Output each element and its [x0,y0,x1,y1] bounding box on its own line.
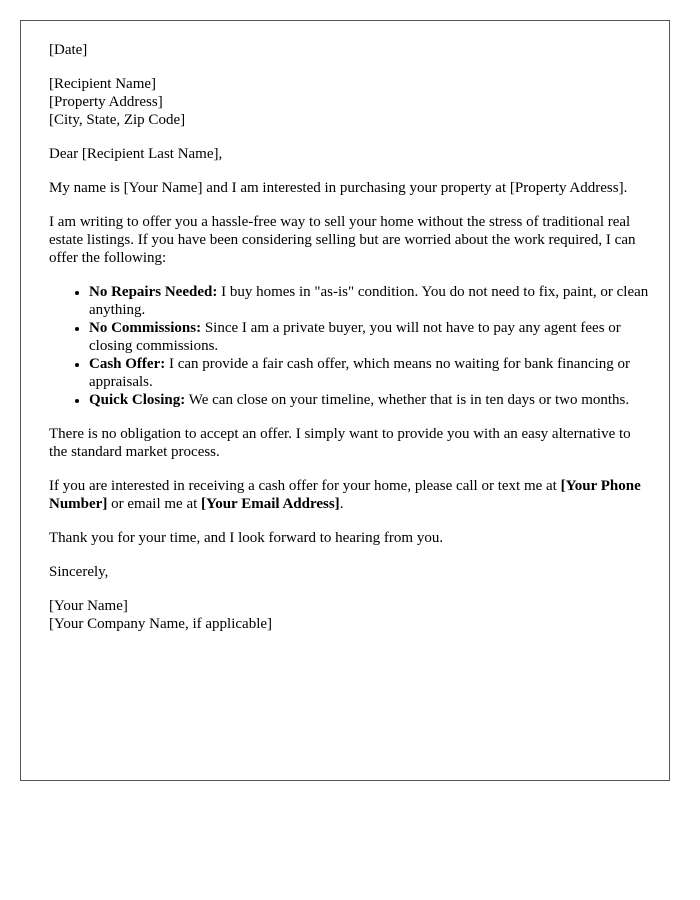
benefit-text: We can close on your timeline, whether that is in ten days or two months. [185,392,630,408]
letter [20,20,670,781]
recipient-name: [Recipient Name] [49,76,157,92]
contact-email: [Your Email Address] [201,496,340,512]
benefit-title: Cash Offer: [89,356,166,372]
benefit-text: Since I am a private buyer, you will not have to pay any agent fees or closing commissions. [89,320,621,354]
recipient-address-block [49,75,649,129]
no-obligation-paragraph: There is no obligation to accept an offer. I simply want to provide you with an easy alternative to the standard market process. [49,426,631,460]
benefit-item-cash-offer [89,355,649,391]
contact-end: . [339,496,344,512]
benefits-list [49,283,649,409]
benefit-title: No Commissions: [89,320,202,336]
thanks-paragraph: Thank you for your time, and I look forward to hearing from you. [49,530,444,546]
signature-block [49,597,649,633]
benefit-item-quick-closing [89,391,649,409]
benefit-title: No Repairs Needed: [89,284,218,300]
signature-name: [Your Name] [49,598,128,614]
benefit-text: I buy homes in "as-is" condition. You do not need to fix, paint, or clean anything. [89,284,649,318]
closing: Sincerely, [49,564,109,580]
intro-paragraph: My name is [Your Name] and I am interested in purchasing your property at [Property Address]. [49,180,628,196]
recipient-property-address: [Property Address] [49,94,163,110]
benefit-item-no-commissions [89,319,649,355]
salutation: Dear [Recipient Last Name], [49,146,223,162]
contact-paragraph [49,477,649,513]
benefit-item-no-repairs [89,283,649,319]
offer-paragraph: I am writing to offer you a hassle-free way to sell your home without the stress of traditional real estate listings. If you have been considering selling but are worried about the work required, I can offer the following: [49,214,636,266]
contact-phone: [Your Phone Number] [49,478,641,512]
signature-company: [Your Company Name, if applicable] [49,616,273,632]
letter-date: [Date] [49,42,88,58]
recipient-city-state-zip: [City, State, Zip Code] [49,112,186,128]
contact-lead: If you are interested in receiving a cash offer for your home, please call or text me at [49,478,561,494]
benefit-title: Quick Closing: [89,392,186,408]
benefit-text: I can provide a fair cash offer, which means no waiting for bank financing or appraisals. [89,356,631,390]
contact-middle: or email me at [107,496,202,512]
